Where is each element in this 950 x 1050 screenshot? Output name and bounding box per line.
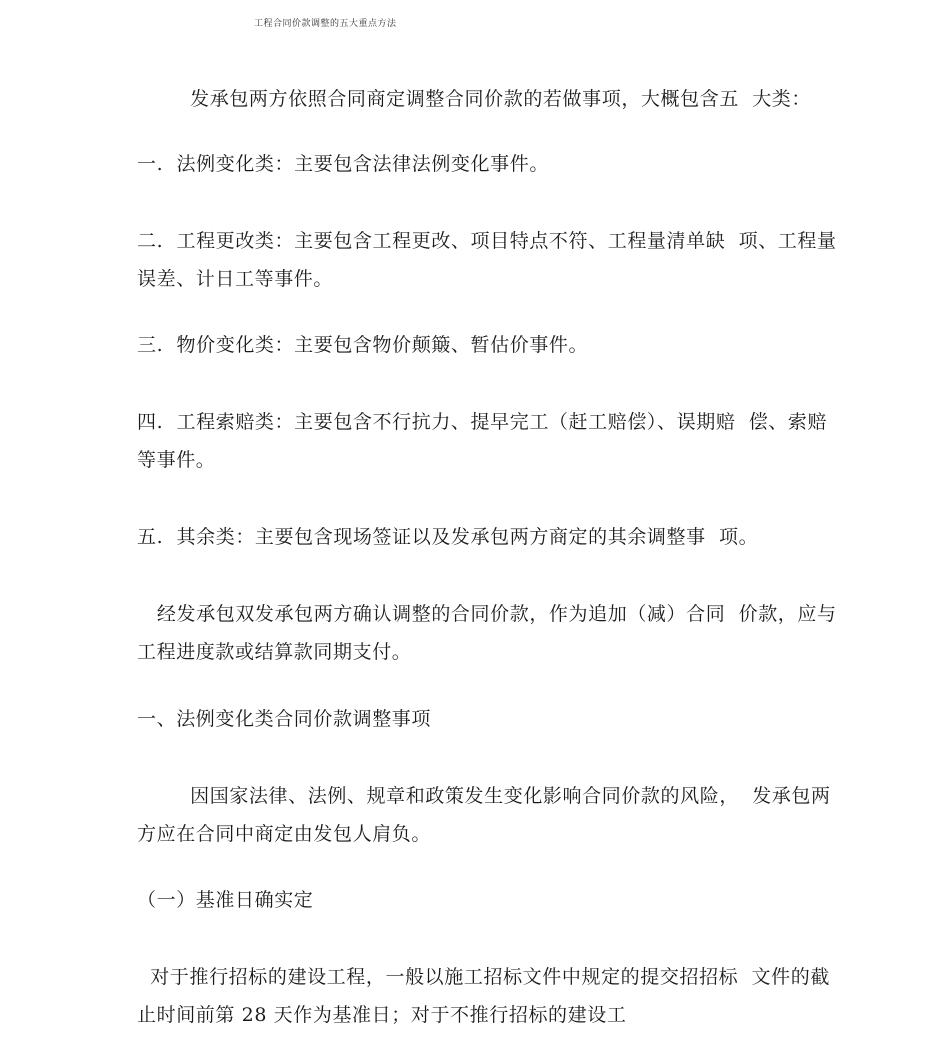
- list-item-5: 五. 其余类：主要包含现场签证以及发承包两方商定的其余调整事 项。: [137, 526, 759, 548]
- list-item-1: 一. 法例变化类：主要包含法律法例变化事件。: [137, 153, 549, 175]
- section-heading: 一、法例变化类合同价款调整事项: [137, 708, 432, 730]
- payment-paragraph: 经发承包双发承包两方确认调整的合同价款，作为追加（减）合同 价款，应与工程进度款或结算款同期支付。: [137, 603, 837, 663]
- list-item-3: 三. 物价变化类：主要包含物价颠簸、暂估价事件。: [137, 334, 589, 356]
- subsection-paragraph: 对于推行招标的建设工程，一般以施工招标文件中规定的提交招招标 文件的截止时间前第 28 天作为基准日；对于不推行招标的建设工: [137, 966, 830, 1026]
- page-header: 工程合同价款调整的五大重点方法: [254, 19, 397, 29]
- list-item-2: 二. 工程更改类：主要包含工程更改、项目特点不符、工程量清单缺 项、工程量误差、计日工等事件。: [137, 230, 837, 290]
- section-paragraph: 因国家法律、法例、规章和政策发生变化影响合同价款的风险， 发承包两方应在合同中商定由发包人肩负。: [137, 785, 831, 845]
- intro-paragraph: 发承包两方依照合同商定调整合同价款的若做事项，大概包含五 大类：: [137, 88, 812, 110]
- subsection-heading: （一）基准日确实定: [137, 889, 314, 911]
- list-item-4: 四. 工程索赔类：主要包含不行抗力、提早完工（赶工赔偿）、误期赔 偿、索赔等事件。: [137, 411, 828, 471]
